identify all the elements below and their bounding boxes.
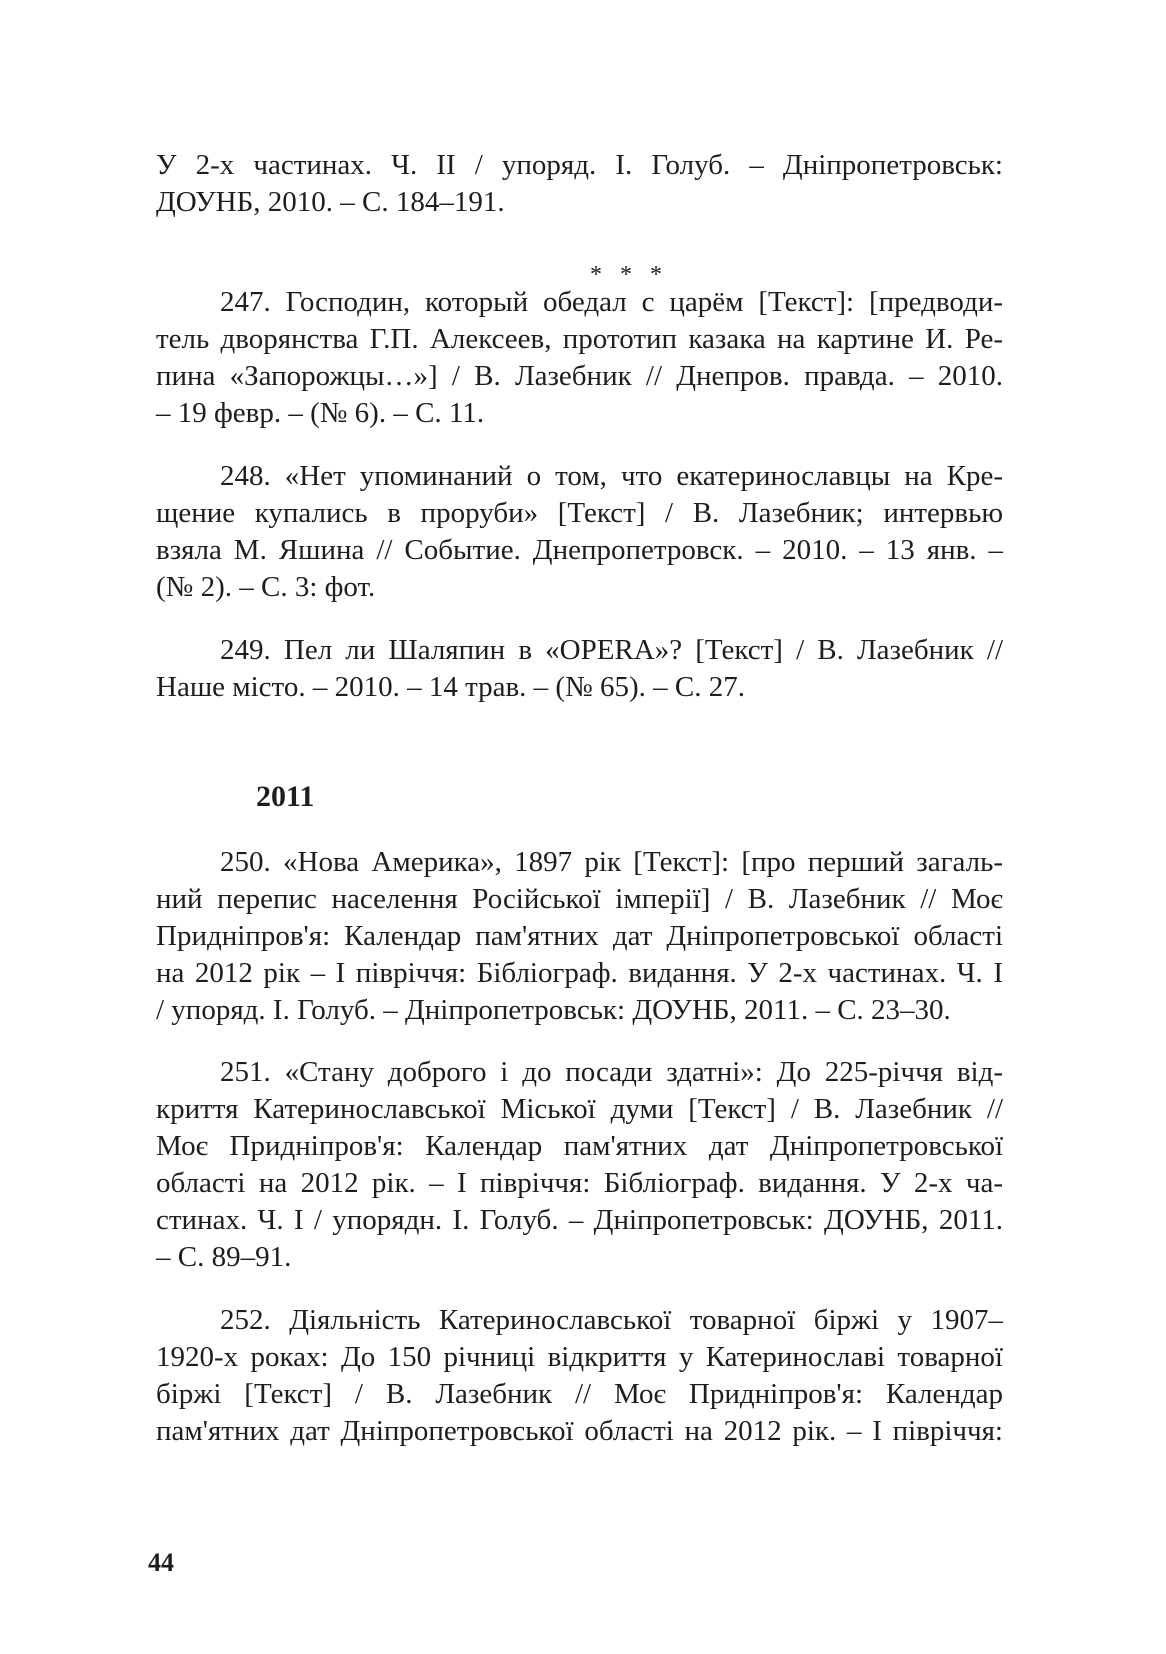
text-line: 247. Господин, который обедал с царём [Текст]: [предводи-	[220, 286, 1003, 318]
bibliography-entry-247	[156, 284, 1003, 432]
bibliography-entry-250	[156, 844, 1003, 1029]
text-line: області на 2012 рік. – І півріччя: Бібліограф. видання. У 2-х ча-	[156, 1167, 1003, 1199]
text-line: – С. 89–91.	[156, 1241, 292, 1273]
text-line: на 2012 рік – І півріччя: Бібліограф. видання. У 2-х частинах. Ч. І	[156, 957, 1003, 989]
bibliography-entry-248	[156, 458, 1003, 606]
text-line: 252. Діяльність Катеринославської товарної біржі у 1907–	[220, 1304, 1003, 1336]
bibliography-entry-252	[156, 1302, 1003, 1450]
text-line: пам'ятних дат Дніпропетровської області на 2012 рік. – І півріччя:	[156, 1415, 1003, 1447]
text-line: Придніпров'я: Календар пам'ятних дат Дніпропетровської області	[156, 920, 1003, 952]
text-line: криття Катеринославської Міської думи [Текст] / В. Лазебник //	[156, 1093, 1003, 1125]
text-line: 249. Пел ли Шаляпин в «OPERA»? [Текст] / В. Лазебник //	[220, 634, 1003, 666]
text-line: ний перепис населення Російської імперії] / В. Лазебник // Моє	[156, 883, 1003, 915]
continuation-paragraph	[156, 147, 1003, 221]
text-line: щение купались в проруби» [Текст] / В. Лазебник; интервью	[156, 497, 1003, 529]
section-separator: * * *	[590, 262, 668, 288]
text-line: Моє Придніпров'я: Календар пам'ятних дат Дніпропетровської	[156, 1130, 1003, 1162]
text-line: ДОУНБ, 2010. – С. 184–191.	[156, 186, 505, 218]
text-line: 1920-х роках: До 150 річниці відкриття у Катеринославі товарної	[156, 1341, 1003, 1373]
bibliography-entry-249	[156, 632, 1003, 706]
text-line: Наше місто. – 2010. – 14 трав. – (№ 65). – С. 27.	[156, 671, 746, 703]
text-line: (№ 2). – С. 3: фот.	[156, 571, 376, 603]
text-line: 248. «Нет упоминаний о том, что екатеринославцы на Кре-	[220, 460, 1003, 492]
text-line: стинах. Ч. І / упорядн. І. Голуб. – Дніпропетровськ: ДОУНБ, 2011.	[156, 1204, 1003, 1236]
text-line: біржі [Текст] / В. Лазебник // Моє Придніпров'я: Календар	[156, 1378, 1003, 1410]
text-line: / упоряд. І. Голуб. – Дніпропетровськ: ДОУНБ, 2011. – С. 23–30.	[156, 994, 951, 1026]
year-heading: 2011	[256, 780, 315, 813]
text-line: пина «Запорожцы…»] / В. Лазебник // Днепров. правда. – 2010.	[156, 360, 1003, 392]
text-line: 251. «Стану доброго і до посади здатні»: До 225-річчя від-	[220, 1056, 1003, 1088]
text-line: тель дворянства Г.П. Алексеев, прототип казака на картине И. Ре-	[156, 323, 1003, 355]
text-line: У 2-х частинах. Ч. ІІ / упоряд. І. Голуб. – Дніпропетровськ:	[156, 149, 1003, 181]
bibliography-entry-251	[156, 1054, 1003, 1276]
page-number: 44	[148, 1548, 174, 1577]
text-line: взяла М. Яшина // Событие. Днепропетровск. – 2010. – 13 янв. –	[156, 534, 1003, 566]
text-line: – 19 февр. – (№ 6). – С. 11.	[156, 397, 485, 429]
text-line: 250. «Нова Америка», 1897 рік [Текст]: [про перший загаль-	[220, 846, 1003, 878]
